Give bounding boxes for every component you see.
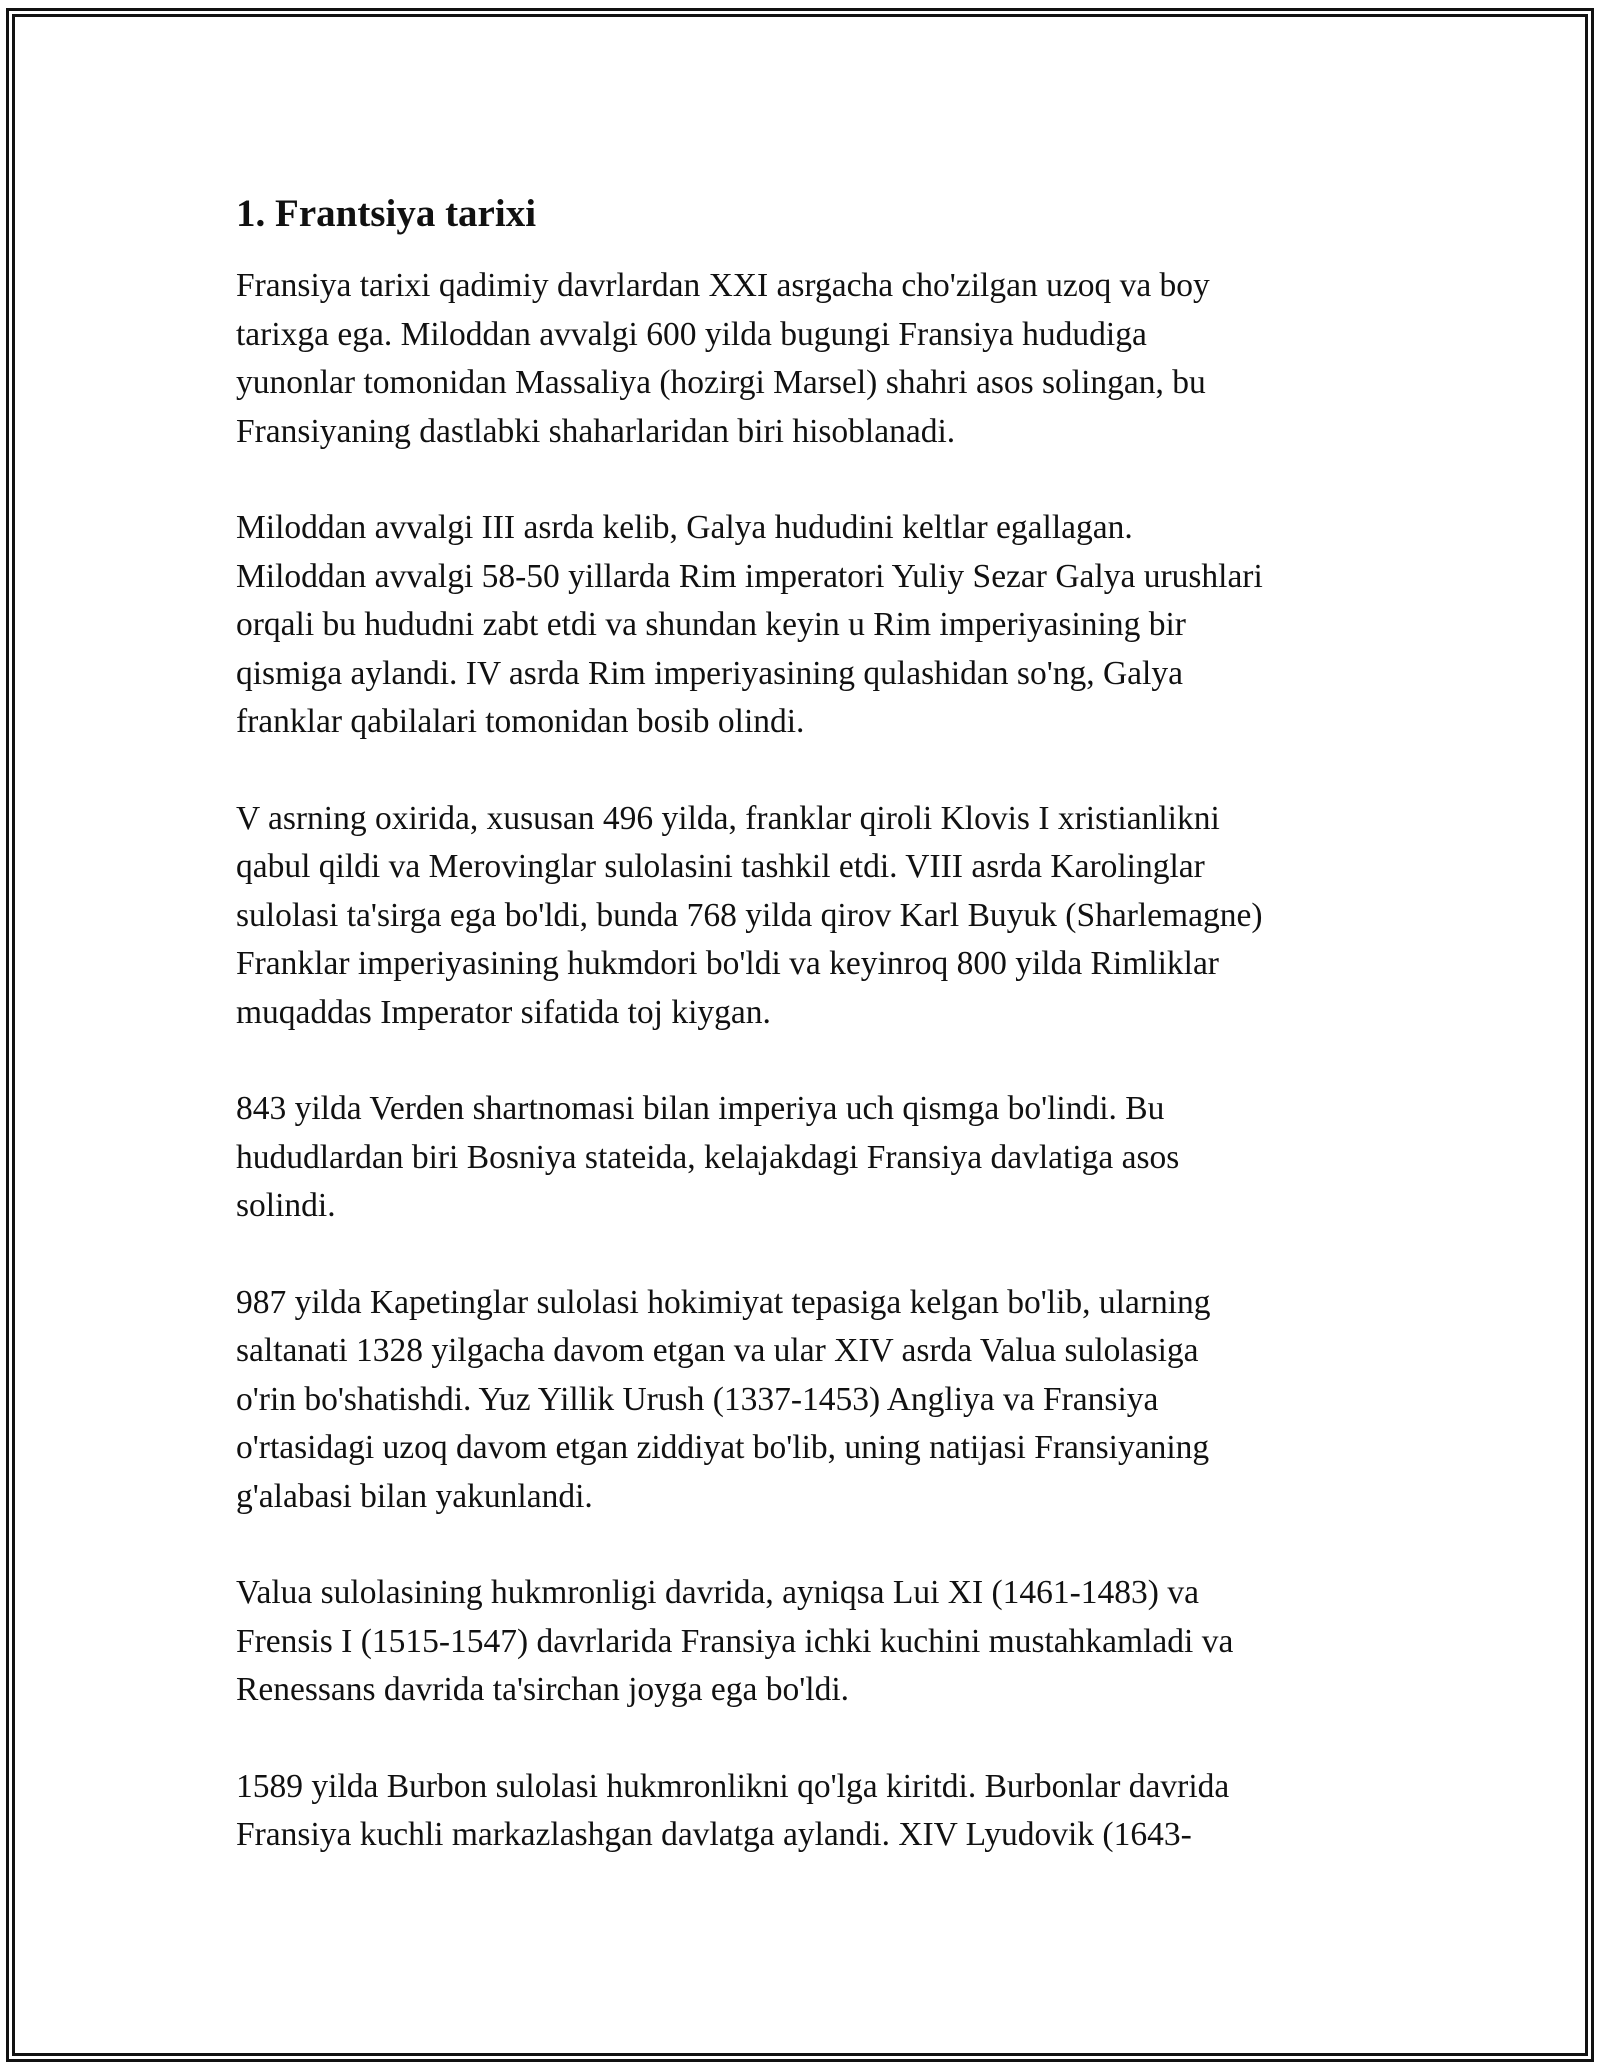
- paragraph-5: 987 yilda Kapetinglar sulolasi hokimiyat tepasiga kelgan bo'lib, ularning saltanati 1328 yilgacha davom etgan va ular XIV asrda Valua sulolasiga o'rin bo'shatishdi. Yuz Yillik Urush (1337-1453) Angliya va Fransiya o'rtasidagi uzoq davom etgan ziddiyat bo'lib, uning natijasi Fransiyaning g'alabasi bilan yakunlandi.: [236, 1283, 1211, 1515]
- document-body: [236, 186, 1376, 1908]
- paragraph-4: 843 yilda Verden shartnomasi bilan imperiya uch qismga bo'lindi. Bu hududlardan biri Bosniya stateida, kelajakdagi Fransiya davlatiga asos solindi.: [236, 1090, 1180, 1224]
- paragraph-2: Miloddan avvalgi III asrda kelib, Galya hududini keltlar egallagan. Miloddan avvalgi 58-50 yillarda Rim imperatori Yuliy Sezar Galya urushlari orqali bu hududni zabt etdi va shundan keyin u Rim imperiyasining bir qismiga aylandi. IV asrda Rim imperiyasining qulashidan so'ng, Galya franklar qabilalari tomonidan bosib olindi.: [236, 509, 1263, 740]
- paragraph-7: 1589 yilda Burbon sulolasi hukmronlikni qo'lga kiritdi. Burbonlar davrida Fransiya kuchli markazlashgan davlatga aylandi. XIV Lyudovik (1643-: [236, 1767, 1230, 1853]
- paragraph-6: Valua sulolasining hukmronligi davrida, ayniqsa Lui XI (1461-1483) va Frensis I (1515-1547) davrlarida Fransiya ichki kuchini mustahkamladi va Renessans davrida ta'sirchan joyga ega bo'ldi.: [236, 1574, 1234, 1708]
- paragraph-3: V asrning oxirida, xususan 496 yilda, franklar qiroli Klovis I xristianlikni qabul qildi va Merovinglar sulolasini tashkil etdi. VIII asrda Karolinglar sulolasi ta'sirga ega bo'ldi, bunda 768 yilda qirov Karl Buyuk (Sharlemagne) Franklar imperiyasining hukmdori bo'ldi va keyinroq 800 yilda Rimliklar muqaddas Imperator sifatida toj kiygan.: [236, 799, 1263, 1031]
- document-title: 1. Frantsiya tarixi: [236, 192, 537, 235]
- paragraph-1: Fransiya tarixi qadimiy davrlardan XXI asrgacha cho'zilgan uzoq va boy tarixga ega. Miloddan avvalgi 600 yilda bugungi Fransiya hududiga yunonlar tomonidan Massaliya (hozirgi Marsel) shahri asos solingan, bu Fransiyaning dastlabki shaharlaridan biri hisoblanadi.: [236, 267, 1210, 450]
